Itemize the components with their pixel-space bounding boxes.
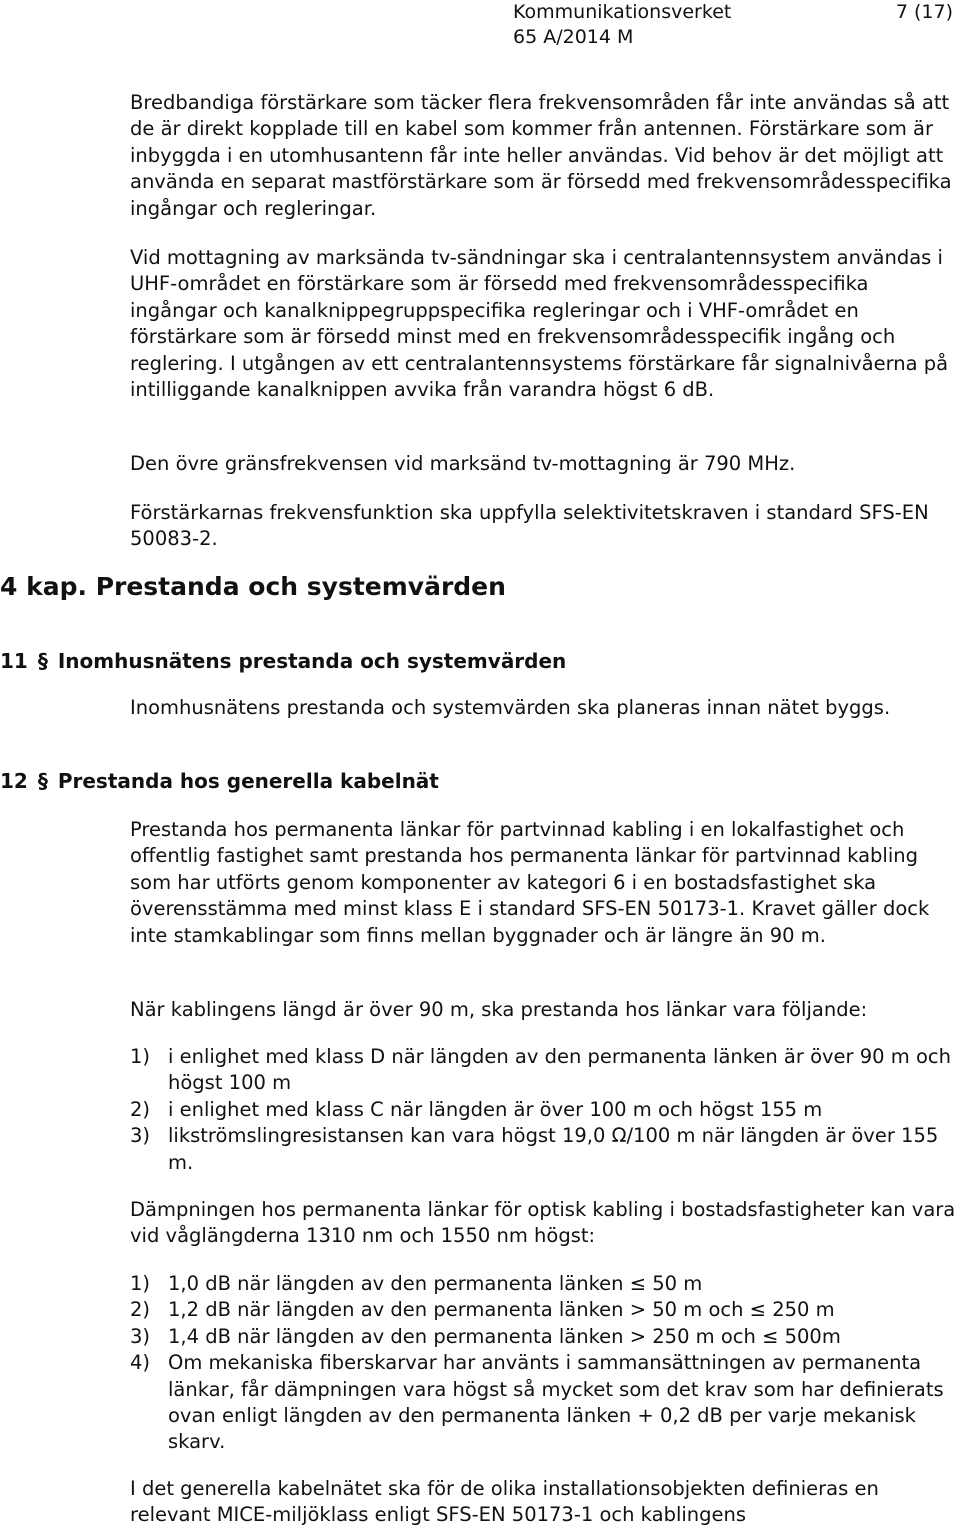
paragraph-selectivity: Förstärkarnas frekvensfunktion ska uppfylla selektivitetskraven i standard SFS-EN 50083-2. [130,501,929,551]
paragraph-upper-frequency: Den övre gränsfrekvensen vid marksänd tv-mottagning är 790 MHz. [130,452,796,475]
attenuation-list [130,1271,960,1456]
chapter-heading: 4 kap. Prestanda och systemvärden [0,572,506,601]
list-item: 4) Om mekaniska fiberskarvar har använts i sammansättningen av permanenta länkar, får dämpningen vara högst så mycket som det krav som har definierats ovan enligt längden av den permanenta länken + 0,2 dB per varje mekanisk skarv. [130,1351,944,1454]
section-symbol: § [37,769,48,793]
paragraph-amplifiers: Bredbandiga förstärkare som täcker flera frekvensområden får inte användas så att de är direkt kopplade till en kabel som kommer från antennen. Förstärkare som är inbyggda i en utomhusantenn får inte heller användas. Vid behov är det möjligt att använda en separat mastförstärkare som är försedd med frekvensområdesspecifika ingångar och regleringar. [130,91,952,220]
list-item: 1) i enlighet med klass D när längden av den permanenta länken är över 90 m och högst 100 m [130,1045,951,1095]
list-item: 3) likströmslingresistansen kan vara högst 19,0 Ω/100 m när längden är över 155 m. [130,1124,939,1174]
list2-intro: Dämpningen hos permanenta länkar för optisk kabling i bostadsfastigheter kan vara vid våglängderna 1310 nm och 1550 nm högst: [130,1198,956,1248]
section-12-body: Prestanda hos permanenta länkar för partvinnad kabling i en lokalfastighet och offentlig fastighet samt prestanda hos permanenta länkar för partvinnad kabling som har utförts genom komponenter av kategori 6 i en bostadsfastighet ska överensstämma med minst klass E i standard SFS-EN 50173-1. Kravet gäller dock inte stamkablingar som finns mellan byggnader och är längre än 90 m. [130,818,930,947]
length-requirements-list [130,1044,960,1176]
list-item: 3) 1,4 dB när längden av den permanenta länken > 250 m och ≤ 500m [130,1324,841,1348]
section-12-number: 12 [0,769,28,793]
section-11-number: 11 [0,649,28,673]
section-11-title: Inomhusnätens prestanda och systemvärden [57,649,567,673]
header-page-number: 7 (17) [895,1,953,23]
section-11-heading [0,648,566,674]
header-organization: Kommunikationsverket [513,1,732,23]
list-item: 1) 1,0 dB när längden av den permanenta länken ≤ 50 m [130,1272,703,1295]
page-header [513,0,953,49]
section-symbol: § [37,649,48,673]
section-11-body: Inomhusnätens prestanda och systemvärden ska planeras innan nätet byggs. [130,696,891,719]
list-item: 2) i enlighet med klass C när längden är över 100 m och högst 155 m [130,1097,823,1121]
section-12-heading [0,768,439,794]
closing-paragraph: I det generella kabelnätet ska för de olika installationsobjekten definieras en relevant MICE-miljöklass enligt SFS-EN 50173-1 och kablingens [130,1477,879,1527]
header-reference: 65 A/2014 M [513,26,634,48]
paragraph-terrestrial-tv: Vid mottagning av marksända tv-sändningar ska i centralantennsystem användas i UHF-området en förstärkare som är försedd med frekvensområdesspecifika ingångar och kanalknippegruppspecifika regleringar och i VHF-området en förstärkare som är försedd minst med en frekvensområdesspecifik ingång och reglering. I utgången av ett centralantennsystems förstärkare får signalnivåerna på intilliggande kanalknippen avvika från varandra högst 6 dB. [130,246,949,402]
list-item: 2) 1,2 dB när längden av den permanenta länken > 50 m och ≤ 250 m [130,1298,835,1322]
section-12-title: Prestanda hos generella kabelnät [57,769,439,793]
list1-intro: När kablingens längd är över 90 m, ska prestanda hos länkar vara följande: [130,998,868,1021]
